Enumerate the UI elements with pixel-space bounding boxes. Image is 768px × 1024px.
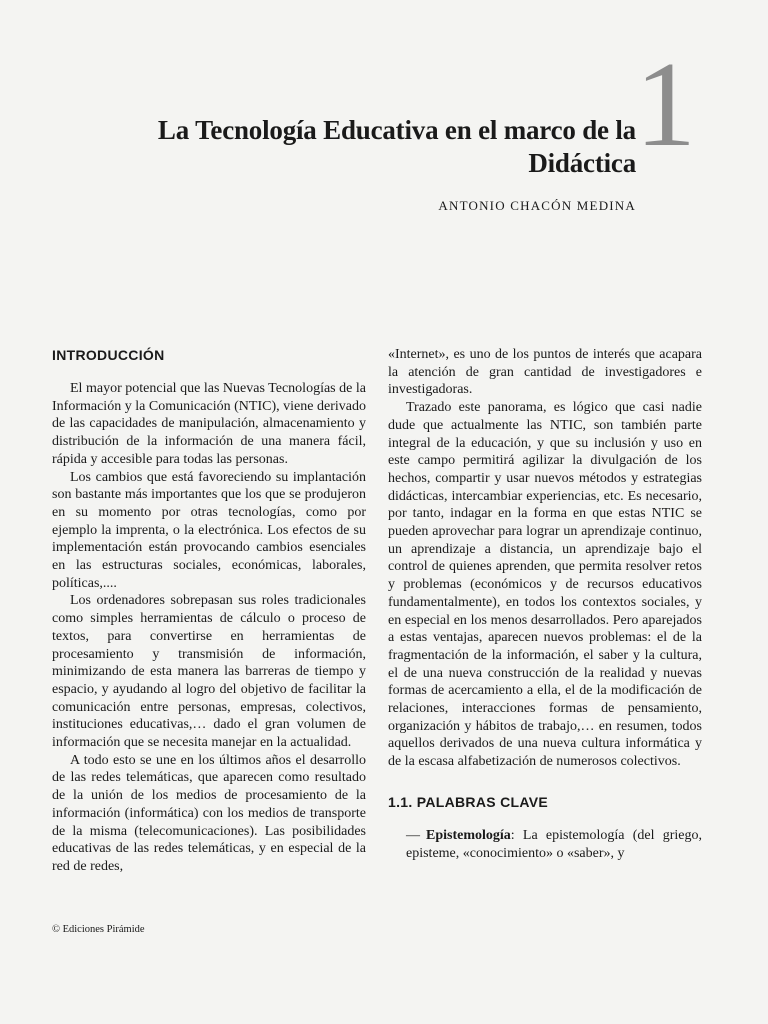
paragraph: El mayor potencial que las Nuevas Tecnologías de la Información y la Comunicación (NTIC), viene derivado de las capacidades de manipulación, almacenamiento y distribución de la información de una manera fácil, rápida y accesible para todas las personas. (52, 381, 366, 467)
paragraph: Trazado este panorama, es lógico que casi nadie dude que actualmente las NTIC, son también parte integral de la educación, y que su inclusión y uso en este campo permitirá agilizar la divulgación de los hechos, compartir y usar nuevos métodos y estrategias didácticas, intercambiar experiencias, etc. Es necesario, por tanto, indagar en la forma en que estas NTIC se pueden aprovechar para lograr un aprendizaje continuo, un aprendizaje a distancia, un aprendizaje bajo el control de quienes aprenden, que permita resolver retos y problemas (económicos y de recursos educativos fundamentalmente), en todos los contextos sociales, y en especial en los menos desarrollados. Pero aparejados a estas ventajas, aparecen nuevos problemas: el de la fragmentación de la información, el saber y la cultura, el de una nueva construcción de la realidad y nuevas formas de acercamiento a ella, el de la modificación de relaciones, interacciones formas de pensamiento, organización y hábitos de trabajo,… en resumen, todos aquellos derivados de una nueva cultura informática y de la escasa alfabetización de numerosos colectivos. (388, 400, 702, 770)
paragraph: Los cambios que está favoreciendo su implantación son bastante más importantes que los que se produjeron en su momento por otras tecnologías, como por ejemplo la imprenta, o la electrónica. Los efectos de su implementación están provocando cambios esenciales en las estructuras sociales, económicas, laborales, políticas,.... (52, 469, 366, 591)
definition-term: Epistemología (426, 827, 511, 843)
definition-text: : La epistemología (del griego, episteme, «conocimiento» o «saber», y (406, 827, 702, 861)
chapter-number: 1 (635, 37, 696, 172)
definition-item (388, 827, 702, 862)
paragraph-continuation: «Internet», es uno de los puntos de interés que acapara la atención de gran cantidad de investigadores e investigadoras. (388, 347, 702, 398)
paragraph: Los ordenadores sobrepasan sus roles tradicionales como simples herramientas de cálculo o proceso de textos, para convertirse en herramientas de procesamiento y transmisión de información, minimizando de esta manera las barreras de tiempo y espacio, y ayudando al logro del objetivo de facilitar la comunicación entre personas, empresas, colectivos, instituciones educativas,… dado el gran volumen de información que se necesita manejar en la actualidad. (52, 593, 366, 751)
right-column (388, 346, 702, 862)
chapter-title: La Tecnología Educativa en el marco de la Didáctica (157, 115, 636, 178)
chapter-author: ANTONIO CHACÓN MEDINA (438, 198, 636, 213)
paragraph: A todo esto se une en los últimos años el desarrollo de las redes telemáticas, que aparecen como resultado de la unión de los medios de procesamiento de la información (informática) con los medios de transporte de la misma (telecomunicaciones). Las posibilidades educativas de las redes telemáticas, y en especial de la red de redes, (52, 752, 366, 874)
section-heading-palabras-clave: 1.1. PALABRAS CLAVE (388, 793, 548, 810)
footer-copyright: © Ediciones Pirámide (52, 924, 145, 935)
left-column (52, 346, 366, 876)
section-heading-introduccion: INTRODUCCIÓN (52, 347, 165, 363)
definition-dash: — (406, 827, 420, 843)
